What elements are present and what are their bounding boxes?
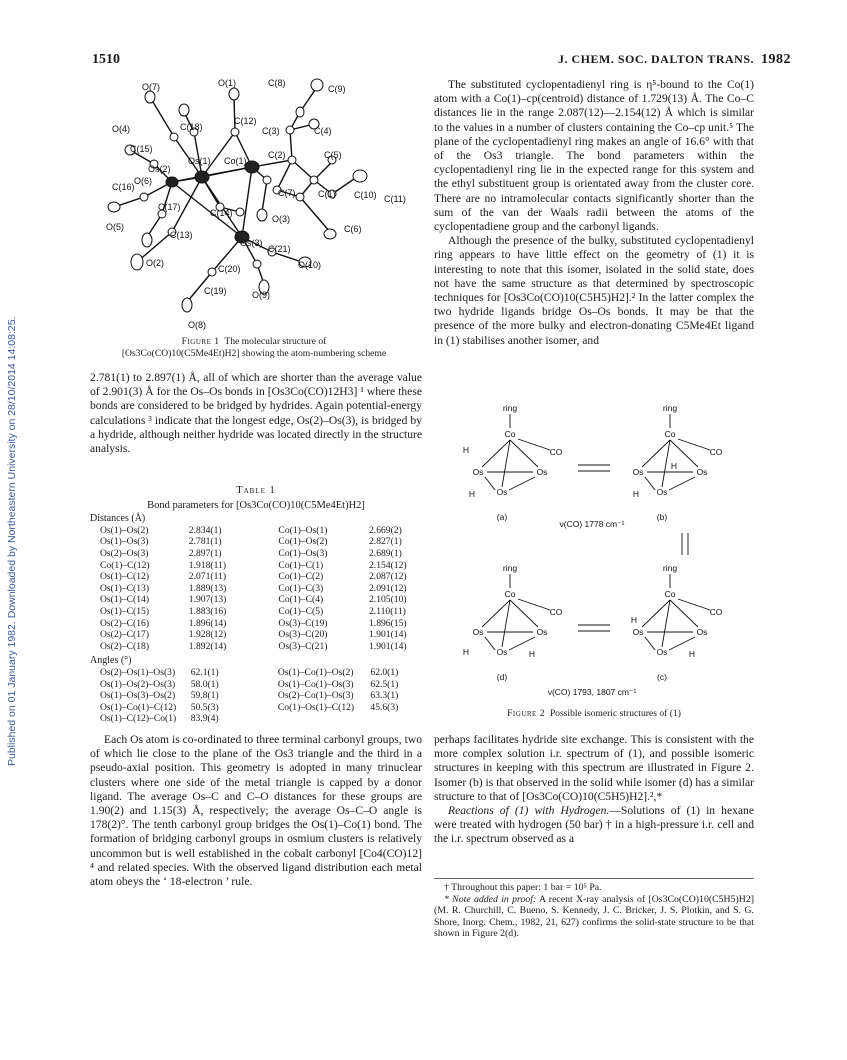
co-atom-label: Co (504, 429, 516, 439)
atom-label: C(18) (180, 122, 203, 132)
table-cell: 1.918(11) (188, 559, 227, 571)
isomer-label: (b) (656, 512, 668, 522)
table-cell: 62.5(1) (370, 678, 399, 690)
carbonyl-label: CO (549, 447, 563, 457)
atom-label: O(5) (106, 222, 124, 232)
table-cell: 1.928(12) (188, 629, 227, 641)
carbonyl-bond (518, 439, 550, 450)
figure1-label: Figure 1 (181, 336, 220, 347)
os-atom-label: Os (696, 627, 708, 637)
carbonyl-label: CO (549, 607, 563, 617)
journal-name: J. CHEM. SOC. DALTON TRANS. (558, 52, 754, 66)
distance-row (100, 583, 422, 595)
ir-frequency-bottom: ν(CO) 1793, 1807 cm⁻¹ (547, 687, 637, 697)
distance-row (100, 560, 422, 572)
figure2-caption-text: Possible isomeric structures of (1) (549, 708, 681, 719)
table-cell: Os(2)–Os(3) (100, 547, 149, 559)
table-cell: Os(1)–C(12)–Co(1) (100, 713, 177, 725)
right-paragraph-4-text: —Solutions of (1) in hexane were treated with hydrogen (50 bar) † in a high-pressure i.r. cell and the i.r. spectrum observed as a (434, 804, 754, 846)
footnote-divider (434, 878, 754, 879)
table-cell: Os(2)–C(17) (100, 629, 150, 641)
table-cell: 59.8(1) (190, 690, 219, 702)
table-cell: 2.091(12) (369, 582, 407, 594)
download-watermark: Published on 01 January 1982. Downloaded by Northeastern University on 28/10/2014 14:08:25. (6, 316, 18, 766)
atom-label: C(15) (130, 144, 153, 154)
table-cell: 2.669(2) (369, 524, 402, 536)
table1-angles-heading: Angles (°) (90, 655, 132, 667)
atom-label: C(14) (210, 208, 233, 218)
table-cell: Co(1)–Os(3) (278, 547, 328, 559)
atom-label: O(6) (134, 176, 152, 186)
hydride-label: H (688, 649, 696, 659)
atom-label: C(9) (328, 84, 346, 94)
table1-label: Table 1 (236, 485, 276, 496)
angle-row (100, 679, 422, 691)
distance-row (100, 629, 422, 641)
table1-distances (100, 525, 422, 653)
table-cell: 2.834(1) (188, 524, 222, 536)
table-cell: 2.071(11) (188, 571, 227, 583)
atom-label: O(10) (298, 260, 322, 270)
angle-row (100, 702, 422, 714)
table-cell (278, 713, 370, 725)
table-cell: Co(1)–Os(1)–C(12) (277, 701, 355, 713)
table-cell: Os(1)–Co(1)–Os(3) (277, 678, 354, 690)
table-cell: 83.9(4) (190, 713, 219, 725)
table-cell: Os(1)–Co(1)–Os(2) (277, 666, 354, 678)
table-cell: 1.896(15) (369, 617, 407, 629)
bond-line (645, 477, 655, 490)
figure2-caption (434, 708, 754, 720)
right-column-top (434, 78, 754, 348)
bond-line (485, 477, 495, 490)
table-cell: Os(1)–Os(3) (100, 536, 149, 548)
table1-angles (100, 667, 422, 725)
carbonyl-bond (518, 599, 550, 610)
atom-label: Os(3) (240, 238, 263, 248)
table-cell: 1.883(16) (188, 605, 227, 617)
table-cell: Os(1)–Co(1)–C(12) (100, 701, 177, 713)
table-cell: Co(1)–C(1) (278, 559, 324, 571)
distance-row (100, 571, 422, 583)
atom-label: Os(1) (188, 156, 211, 166)
table-cell: 2.827(1) (369, 536, 402, 548)
table-cell: Os(1)–C(12) (100, 571, 150, 583)
figure1-molecular-structure (92, 72, 422, 334)
table-cell: 1.907(13) (188, 594, 227, 606)
os-atom-label: Os (472, 627, 484, 637)
angle-row (100, 667, 422, 679)
isomer-label: (a) (496, 512, 508, 522)
ir-frequency-top: ν(CO) 1778 cm⁻¹ (559, 519, 625, 529)
atom-label: O(8) (188, 320, 206, 330)
right-paragraph-3: perhaps facilitates hydride site exchange. This is consistent with the more complex solution i.r. spectrum of (1), and possible isomeric structures in keeping with this spectrum are illustrated in Figure 2. Isomer (b) is that observed in the solid while isomer (d) has a similar structure to that of [Os3Co(CO)10(C5H5)H2].²,* (434, 733, 754, 803)
table-cell: Co(1)–C(12) (100, 559, 150, 571)
footnote-2-lead: * Note added in proof: (444, 893, 537, 905)
table-cell (370, 713, 422, 725)
atom-label: C(12) (234, 116, 257, 126)
distance-row (100, 594, 422, 606)
bond-line (509, 477, 535, 490)
left-column-bottom (90, 733, 422, 889)
os-atom-label: Os (632, 627, 644, 637)
hydride-label: H (468, 489, 476, 499)
right-column-bottom (434, 733, 754, 847)
atom-label: O(7) (142, 82, 160, 92)
table-cell: Os(2)–C(16) (100, 617, 150, 629)
atom-label: O(2) (146, 258, 164, 268)
table-cell: 2.781(1) (188, 536, 222, 548)
os-atom-label: Os (536, 627, 548, 637)
table-cell: 63.3(1) (370, 690, 399, 702)
table-cell: 1.901(14) (369, 640, 407, 652)
os-atom-label: Os (496, 487, 508, 497)
atom-label: O(9) (252, 290, 270, 300)
atom-label: C(5) (324, 150, 342, 160)
isomer-label: (d) (496, 672, 508, 682)
hydride-label: H (462, 647, 470, 657)
table-cell: Os(2)–Os(1)–Os(3) (100, 666, 176, 678)
hydride-label: H (670, 461, 678, 471)
table-cell: 1.889(13) (188, 582, 227, 594)
ring-label: ring (662, 405, 678, 413)
atom-label: C(7) (278, 188, 296, 198)
table-cell: 2.689(1) (369, 547, 402, 559)
table-cell: 62.0(1) (370, 666, 399, 678)
table-cell: Os(2)–C(18) (100, 640, 150, 652)
os-atom-label: Os (632, 467, 644, 477)
co-atom-label: Co (664, 589, 676, 599)
distance-row (100, 548, 422, 560)
atom-label: C(2) (268, 150, 286, 160)
right-paragraph-2: Although the presence of the bulky, substituted cyclopentadienyl ring appears to have little effect on the geometry of (1) it is interesting to note that this isomer, isolated in the solid state, does not have the same structure as that determined by spectroscopic techniques for [Os3Co(CO)10(C5H5)H2].² In the latter complex the two hydride ligands bridge Os–Os bonds. It may be that the presence of the more bulky and electron-donating C5Me4Et ligand in (1) stabilises another isomer, and (434, 234, 754, 347)
table-cell: Os(3)–C(19) (278, 617, 328, 629)
carbonyl-bond (678, 599, 710, 610)
footnote-2 (434, 894, 754, 940)
carbonyl-label: CO (709, 447, 723, 457)
table-cell: 2.087(12) (369, 571, 407, 583)
footnote-2-text: A recent X-ray analysis of [Os3Co(CO)10(C5H5)H2] (M. R. Churchill, C. Bueno, S. Kennedy, J. C. Bricker, J. S. Plotkin, and S. G. Shore, Inorg. Chem., 1982, 21, 627) confirms the solid-state structure to be that shown in Figure 2(d). (434, 893, 755, 940)
footnotes (434, 882, 754, 940)
atom-label: C(1) (318, 189, 336, 199)
distance-row (100, 641, 422, 653)
os-atom-label: Os (496, 647, 508, 657)
distance-row (100, 618, 422, 630)
os-atom-label: Os (536, 467, 548, 477)
left-paragraph-2: Each Os atom is co-ordinated to three terminal carbonyl groups, two of which lie close to the plane of the Os3 triangle and the third in a pseudo-axial position. This geometry is adopted in many trinuclear clusters where one side of the metal triangle is capped by a donor ligand. The average Os–C and C–O distances for these groups are 1.90(2) and 1.15(3) Å, respectively; the average Os–C–O angle is 178(2)°. The tenth carbonyl group bridges the Os(1)–Co(1) bond. The formation of bridging carbonyl groups in osmium clusters is relatively uncommon but is well established in the cobalt carbonyl [Co4(CO)12] ⁴ and related species. With the observed ligand distribution each metal atom obeys the ‘ 18-electron ’ rule. (90, 733, 422, 889)
table-cell: Os(1)–Os(2)–Os(3) (100, 678, 176, 690)
carbonyl-bond (678, 439, 710, 450)
atom-label: C(19) (204, 286, 227, 296)
atom-label: Co(1) (224, 156, 247, 166)
atom-label: C(6) (344, 224, 362, 234)
angle-row (100, 690, 422, 702)
table-cell: 50.5(3) (190, 701, 219, 713)
distance-row (100, 606, 422, 618)
table-cell: Os(3)–C(20) (278, 629, 328, 641)
atom-label: C(11) (384, 194, 406, 204)
reactions-heading: Reactions of (1) with Hydrogen. (448, 804, 610, 818)
ring-label: ring (662, 563, 678, 573)
table-cell: Co(1)–Os(2) (278, 536, 328, 548)
figure1-caption (88, 336, 420, 360)
atom-label: C(21) (268, 244, 291, 254)
table-cell: Co(1)–C(3) (278, 582, 324, 594)
table-cell: Os(1)–Os(3)–Os(2) (100, 690, 176, 702)
right-paragraph-1: The substituted cyclopentadienyl ring is η⁵-bound to the Co(1) atom with a Co(1)–cp(centroid) distance of 1.729(13) Å. The Co–C distances lie in the range 2.087(12)—2.154(12) Å which is similar to the values in a number of clusters containing the Co–cp unit.⁵ The plane of the cyclopentadienyl ring makes an angle of 16.6° with that of the Os3 triangle. The bond parameters within the cyclopentadienyl ring lie in the expected range for this system and the ethyl substituent group is orientated away from the cluster core. There are no intramolecular contacts significantly shorter than the sum of the van der Waals radii between the atoms of the cyclopentadiene group and the carbonyl ligands. (434, 78, 754, 234)
table-cell: Os(3)–C(21) (278, 640, 328, 652)
table-cell: 1.896(14) (188, 617, 227, 629)
atom-label: C(4) (314, 126, 332, 136)
table-cell: Os(1)–Os(2) (100, 524, 149, 536)
table-cell: Co(1)–C(4) (278, 594, 324, 606)
atom-label: C(8) (268, 78, 286, 88)
table1-distances-heading: Distances (Å) (90, 513, 146, 525)
hydride-label: H (462, 445, 470, 455)
table-cell: Os(2)–Co(1)–Os(3) (277, 690, 354, 702)
table-cell: 2.105(10) (369, 594, 407, 606)
table-cell: 1.901(14) (369, 629, 407, 641)
isomer-label: (c) (657, 672, 667, 682)
hydride-label: H (528, 649, 536, 659)
atom-label: C(3) (262, 126, 280, 136)
atom-label: C(20) (218, 264, 241, 274)
left-paragraph-1: 2.781(1) to 2.897(1) Å, all of which are shorter than the average value of 2.901(3) Å for the Os–Os bonds in [Os3Co(CO)12H3] ¹ where these bonds are considered to be bridged by hydrides. Again potential-energy calculations ³ indicate that the longest edge, Os(2)–Os(3), is bridged by a hydride, although neither hydride was located directly in the structure analysis. (90, 371, 422, 456)
atom-label: C(17) (158, 202, 181, 212)
table-cell: 45.6(3) (370, 701, 399, 713)
atom-label: C(16) (112, 182, 135, 192)
table-cell: 2.897(1) (188, 547, 222, 559)
distance-row (100, 525, 422, 537)
os-atom-label: Os (472, 467, 484, 477)
bond-line (485, 637, 495, 650)
table1 (90, 485, 422, 725)
ring-label: ring (502, 405, 518, 413)
atom-label: C(13) (170, 230, 193, 240)
figure2-label: Figure 2 (507, 708, 546, 719)
table-cell: Os(1)–C(15) (100, 605, 150, 617)
angle-row (100, 713, 422, 725)
os-atom-label: Os (656, 647, 668, 657)
table-cell: 1.892(14) (188, 640, 227, 652)
table-cell: 2.154(12) (369, 559, 407, 571)
atom-label: O(3) (272, 214, 290, 224)
page-number: 1510 (92, 52, 120, 67)
table-cell: Co(1)–C(5) (278, 605, 324, 617)
right-paragraph-4 (434, 804, 754, 847)
co-atom-label: Co (504, 589, 516, 599)
atom-label: O(1) (218, 78, 236, 88)
table-cell: Os(1)–C(13) (100, 582, 150, 594)
table-cell: 62.1(1) (190, 666, 219, 678)
hydride-label: H (630, 615, 638, 625)
table-cell: 58.0(1) (190, 678, 219, 690)
table-cell: Os(1)–C(14) (100, 594, 150, 606)
os-atom-label: Os (696, 467, 708, 477)
figure2-isomer-structures (460, 405, 740, 705)
bond-line (669, 477, 695, 490)
atom-label: Os(2) (148, 164, 171, 174)
table-cell: 2.110(11) (369, 605, 406, 617)
table-cell: Co(1)–C(2) (278, 571, 324, 583)
left-column-top (90, 371, 422, 456)
atom-label: O(4) (112, 124, 130, 134)
figure1-caption-line2: [Os3Co(CO)10(C5Me4Et)H2] showing the atom-numbering scheme (121, 348, 387, 359)
figure1-caption-text: The molecular structure of (224, 336, 327, 347)
distance-row (100, 536, 422, 548)
hydride-label: H (632, 489, 640, 499)
bond-line (645, 637, 655, 650)
table1-title: Bond parameters for [Os3Co(CO)10(C5Me4Et)H2] (147, 499, 365, 511)
ring-label: ring (502, 563, 518, 573)
co-atom-label: Co (664, 429, 676, 439)
footnote-1: † Throughout this paper: 1 bar = 10⁵ Pa. (444, 882, 602, 893)
atom-label: C(10) (354, 190, 377, 200)
journal-header (558, 52, 791, 68)
journal-year: 1982 (761, 52, 791, 67)
table-cell: Co(1)–Os(1) (278, 524, 328, 536)
os-atom-label: Os (656, 487, 668, 497)
carbonyl-label: CO (709, 607, 723, 617)
